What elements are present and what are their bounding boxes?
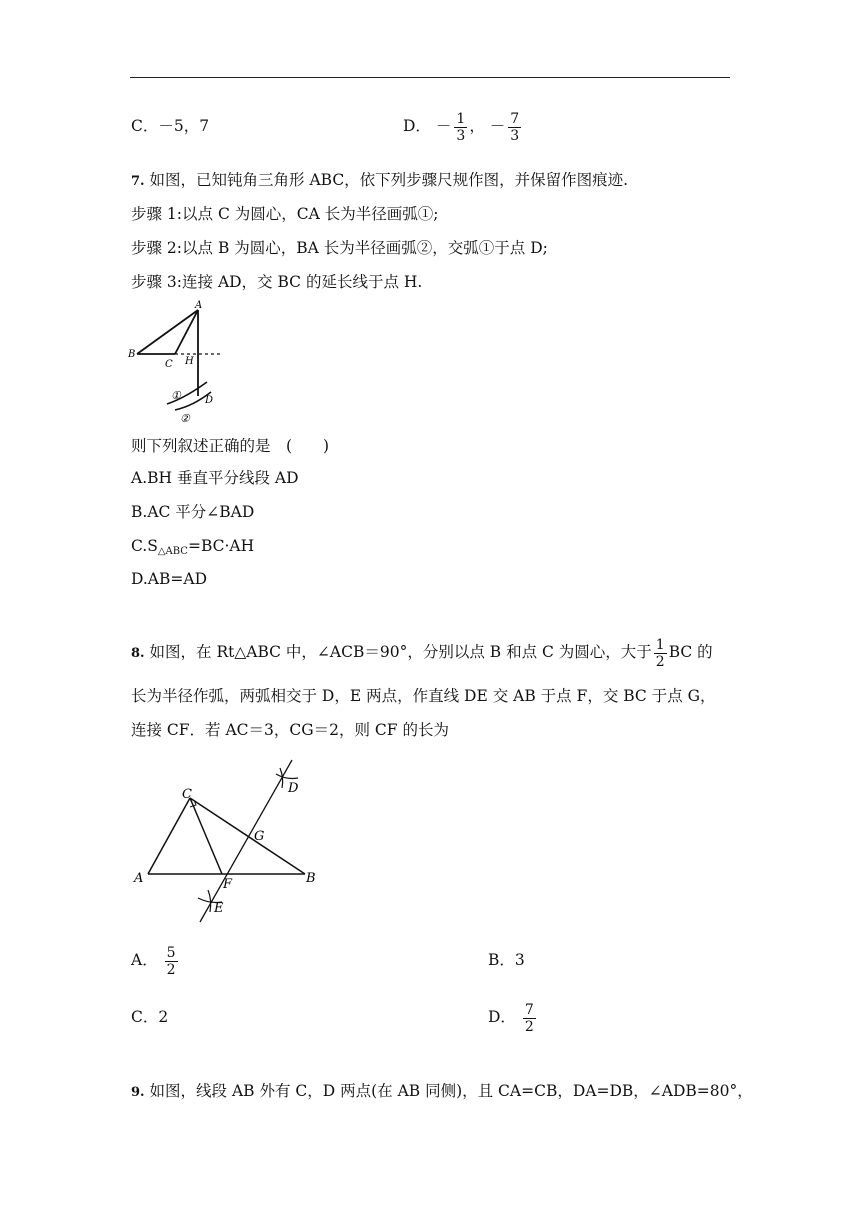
q7-step1: 步骤 1:以点 C 为圆心，CA 长为半径画弧①;: [131, 205, 439, 223]
q7-fig-label-arc1: ①: [171, 389, 181, 402]
q8-d-fraction: $\frac{7}{2}$: [524, 1001, 534, 1035]
q6-d-fraction-1: $\frac{1}{3}$: [456, 110, 466, 144]
q8-stem-line2: 长为半径作弧，两弧相交于 D，E 两点，作直线 DE 交 AB 于点 F，交 BC 于点 G，: [131, 687, 716, 705]
q8-option-a: A． $\frac{5}{2}$: [131, 944, 176, 978]
q7-fig-label-arc2: ②: [180, 412, 190, 425]
q7-figure: [125, 300, 235, 430]
q7-fig-label-a: A: [195, 300, 203, 311]
q7-option-a: A.BH 垂直平分线段 AD: [131, 469, 299, 487]
q8-option-d: D． $\frac{7}{2}$: [488, 1001, 534, 1035]
q6-d-fraction-2: $\frac{7}{3}$: [510, 110, 520, 144]
q8-fig-label-a: A: [134, 871, 144, 886]
q8-fig-label-f: F: [223, 877, 233, 892]
q6-option-c: C．－5，7: [131, 117, 210, 135]
q8-half-fraction: $\frac{1}{2}$: [655, 636, 665, 670]
q7-fig-label-h: H: [185, 356, 194, 367]
q8-fig-label-d: D: [288, 781, 299, 796]
q7-stem: 7. 如图，已知钝角三角形 ABC，依下列步骤尺规作图，并保留作图痕迹.: [131, 171, 629, 189]
q8-a-fraction: $\frac{5}{2}$: [166, 944, 176, 978]
q7-option-c: $C.S_{\triangle ABC}=BC\cdot AH$: [131, 537, 255, 557]
q8-fig-label-c: C: [182, 787, 192, 802]
q7-question: 则下列叙述正确的是 ( ): [131, 437, 330, 455]
q7-step3: 步骤 3:连接 AD，交 BC 的延长线于点 H.: [131, 273, 423, 291]
q8-fig-label-g: G: [254, 829, 265, 844]
q8-option-c: C．2: [131, 1008, 169, 1026]
q8-option-b: B．3: [488, 951, 525, 969]
q9-stem: 9. 如图，线段 AB 外有 C，D 两点(在 AB 同侧)，且 CA=CB，DA=DB，∠ADB=80°，: [131, 1082, 753, 1100]
q7-option-b: B.AC 平分∠BAD: [131, 503, 255, 521]
q8-fig-label-e: E: [214, 901, 224, 916]
q8-figure: [130, 760, 330, 930]
q8-fig-label-b: B: [306, 871, 316, 886]
q7-option-d: D.AB=AD: [131, 570, 207, 588]
q7-fig-label-c: C: [165, 359, 173, 370]
q6-option-d: D． － $\frac{1}{3}$ ， － $\frac{7}{3}$: [403, 110, 520, 144]
q7-fig-label-b: B: [128, 349, 136, 360]
q8-stem-line1: 8. 如图，在 Rt△ABC 中，∠ACB＝90°，分别以点 B 和点 C 为圆心，大于 $\frac{1}{2}$ BC 的: [131, 636, 713, 670]
q7-step2: 步骤 2:以点 B 为圆心，BA 长为半径画弧②，交弧①于点 D;: [131, 239, 548, 257]
header-rule: [130, 77, 730, 78]
q8-stem-line3: 连接 CF．若 AC＝3，CG＝2，则 CF 的长为: [131, 721, 449, 739]
q7-fig-label-d: D: [205, 395, 214, 406]
